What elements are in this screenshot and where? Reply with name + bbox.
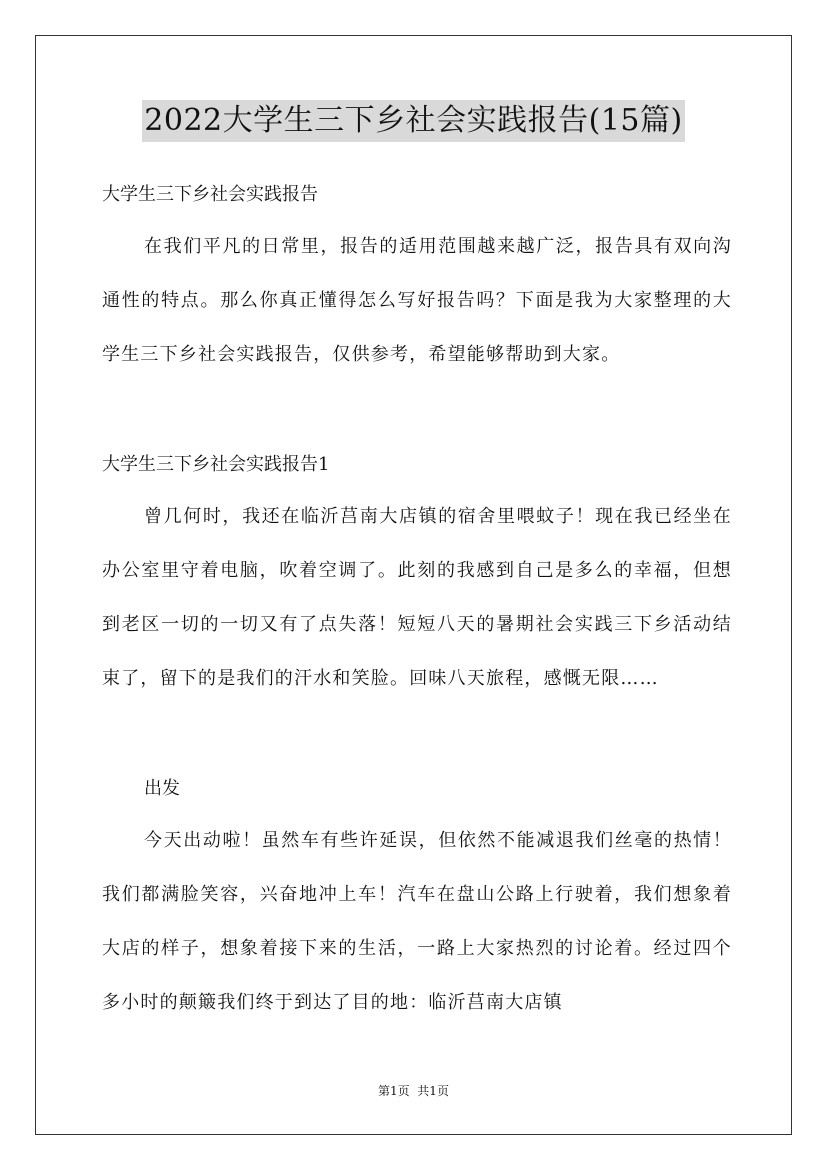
section-departure-heading: 出发 bbox=[144, 778, 180, 799]
report-paragraph-1: 曾几何时，我还在临沂莒南大店镇的宿舍里喂蚊子！现在我已经坐在办公室里守着电脑，吹着空调了。此刻的我感到自己是多么的幸福，但想到老区一切的一切又有了点失落！短短八天的暑期社会实践三下乡活动结束了，留下的是我们的汗水和笑脸。回味八天旅程，感慨无限…… bbox=[102, 506, 732, 689]
title-container bbox=[0, 100, 827, 142]
intro-heading: 大学生三下乡社会实践报告 bbox=[102, 184, 318, 205]
report-heading: 大学生三下乡社会实践报告1 bbox=[102, 454, 330, 475]
report-paragraph-2: 今天出动啦！虽然车有些许延误，但依然不能减退我们丝毫的热情！我们都满脸笑容，兴奋地冲上车！汽车在盘山公路上行驶着，我们想象着大店的样子，想象着接下来的生活，一路上大家热烈的讨论着。经过四个多小时的颠簸我们终于到达了目的地：临沂莒南大店镇 bbox=[102, 830, 732, 1013]
intro-paragraph: 在我们平凡的日常里，报告的适用范围越来越广泛，报告具有双向沟通性的特点。那么你真正懂得怎么写好报告吗？下面是我为大家整理的大学生三下乡社会实践报告，仅供参考，希望能够帮助到大家。 bbox=[102, 236, 732, 365]
document-title: 2022大学生三下乡社会实践报告(15篇) bbox=[142, 100, 684, 142]
page-footer: 第1页 共1页 bbox=[378, 1084, 449, 1098]
